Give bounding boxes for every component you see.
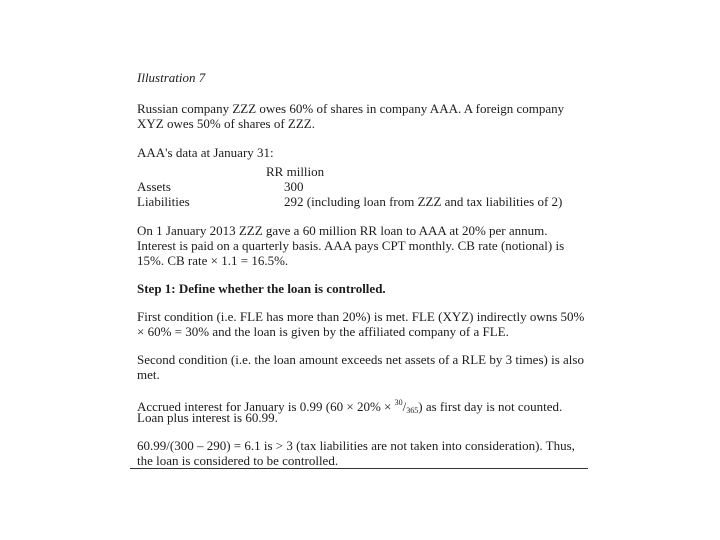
table-row-liabilities-label: Liabilities [137, 194, 190, 209]
step1-heading: Step 1: Define whether the loan is controlled. [137, 281, 386, 296]
table-row-liabilities-value: 292 (including loan from ZZZ and tax liabilities of 2) [284, 194, 563, 209]
fraction-denominator: 365 [406, 406, 419, 415]
loan-line-2: Interest is paid on a quarterly basis. AAA pays CPT monthly. CB rate (notional) is [137, 238, 565, 253]
accrued-line-1: Accrued interest for January is 0.99 $(60 \times 20\% \times ^{30}/_{365})$ as first day is not counted. [137, 398, 563, 415]
loan-line-3: 15%. CB rate × 1.1 = 16.5%. [137, 253, 289, 268]
ownership-line-2: XYZ owes 50% of shares of ZZZ. [137, 116, 315, 131]
first-condition-line-2: × 60% = 30% and the loan is given by the affiliated company of a FLE. [137, 324, 509, 339]
table-row-assets-label: Assets [137, 179, 171, 194]
fraction-numerator: 30 [394, 398, 403, 407]
accrued-text-after: ) as first day is not counted. [418, 399, 563, 414]
loan-line-1: On 1 January 2013 ZZZ gave a 60 million RR loan to AAA at 20% per annum. [137, 223, 548, 238]
conclusion-line-1: 60.99/(300 – 290) = 6.1 is > 3 (tax liabilities are not taken into consideration). Thus, [137, 438, 575, 453]
conclusion-line-2: the loan is considered to be controlled. [137, 453, 339, 468]
table-row-assets-value: 300 [284, 179, 304, 194]
illustration-title: Illustration 7 [137, 70, 206, 85]
bottom-divider [130, 468, 588, 469]
first-condition-line-1: First condition (i.e. FLE has more than 20%) is met. FLE (XYZ) indirectly owns 50% [137, 309, 585, 324]
accrued-text-before: Accrued interest for January is 0.99 (60 × 20% × [137, 399, 395, 414]
table-unit-header: RR million [266, 164, 325, 179]
data-heading: AAA's data at January 31: [137, 145, 274, 160]
accrued-line-2: Loan plus interest is 60.99. [137, 410, 278, 425]
ownership-line-1: Russian company ZZZ owes 60% of shares in company AAA. A foreign company [137, 101, 565, 116]
second-condition-line-2: met. [137, 367, 160, 382]
second-condition-line-1: Second condition (i.e. the loan amount exceeds net assets of a RLE by 3 times) is also [137, 352, 584, 367]
